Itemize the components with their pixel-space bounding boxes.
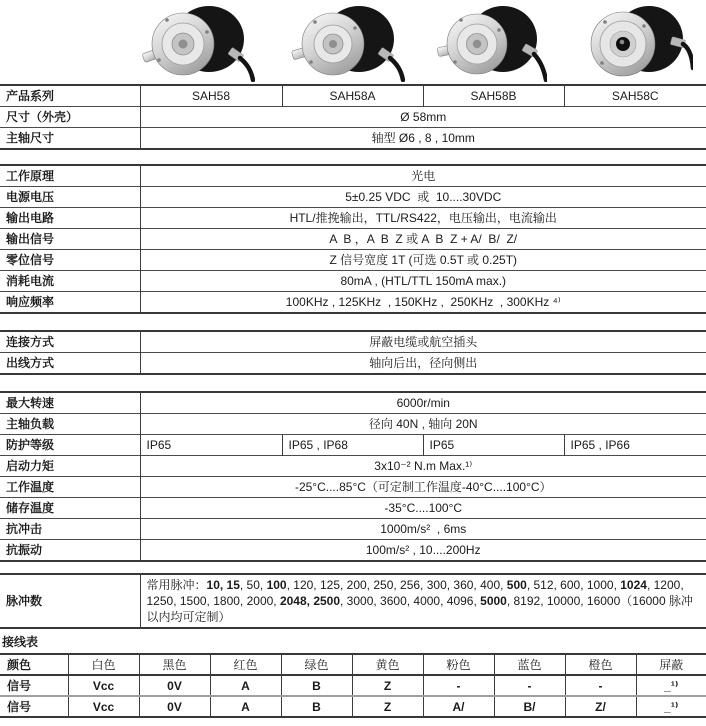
wiring-row1-white: Vcc xyxy=(68,675,139,696)
zero-signal-value: Z 信号宽度 1T (可选 0.5T 或 0.25T) xyxy=(140,250,706,271)
row-label-connection-type: 连接方式 xyxy=(6,335,55,349)
wiring-header-green: 绿色 xyxy=(281,654,352,675)
wiring-row1-shield: _¹⁾ xyxy=(636,675,706,696)
row-label-max-speed: 最大转速 xyxy=(6,396,55,410)
wiring-header-pink: 粉色 xyxy=(423,654,494,675)
row-label-storage-temperature: 储存温度 xyxy=(0,498,140,519)
supply-voltage-value: 5±0.25 VDC 或 10....30VDC xyxy=(140,187,706,208)
wiring-signal-row-2 xyxy=(0,696,706,717)
cable-exit-value: 轴向后出，径向侧出 xyxy=(140,353,706,375)
row-label-operating-temperature: 工作温度 xyxy=(0,477,140,498)
wiring-row2-shield: _¹⁾ xyxy=(636,696,706,717)
vibration-resistance-value: 100m/s² , 10....200Hz xyxy=(140,540,706,562)
wiring-header-white: 白色 xyxy=(68,654,139,675)
wiring-header-black: 黑色 xyxy=(139,654,210,675)
pulse-count-table xyxy=(0,573,706,629)
wiring-header-shield: 屏蔽 xyxy=(636,654,706,675)
wiring-row2-white: Vcc xyxy=(68,696,139,717)
protection-value-sah58: IP65 xyxy=(140,435,282,456)
response-frequency-value: 100KHz , 125KHz , 150KHz , 250KHz , 300KHz ⁴⁾ xyxy=(140,292,706,314)
table-row xyxy=(0,85,706,107)
wiring-row1-blue: - xyxy=(494,675,565,696)
protection-value-sah58b: IP65 xyxy=(423,435,564,456)
table-row xyxy=(0,271,706,292)
row-label-response-frequency: 响应频率 xyxy=(0,292,140,314)
table-row xyxy=(0,353,706,375)
table-row xyxy=(0,519,706,540)
product-name-sah58c: SAH58C xyxy=(564,85,706,107)
wiring-row2-pink: A/ xyxy=(423,696,494,717)
wiring-row2-blue: B/ xyxy=(494,696,565,717)
storage-temperature-value: -35°C....100°C xyxy=(140,498,706,519)
encoder-hollow-shaft-image-sah58c xyxy=(575,2,693,82)
encoder-solid-shaft-image-sah58a xyxy=(287,2,405,82)
wiring-header-orange: 橙色 xyxy=(565,654,636,675)
row-label-housing-size: 尺寸（外壳） xyxy=(0,107,140,128)
operating-temperature-value: -25°C....85°C（可定制工作温度-40°C....100°C） xyxy=(140,477,706,498)
connection-type-value: 屏蔽电缆或航空插头 xyxy=(140,331,706,353)
table-row xyxy=(0,456,706,477)
wiring-row1-yellow: Z xyxy=(352,675,423,696)
table-row xyxy=(0,392,706,414)
wiring-table xyxy=(0,653,706,718)
wiring-header-yellow: 黄色 xyxy=(352,654,423,675)
row-label-zero-signal: 零位信号 xyxy=(0,250,140,271)
table-row xyxy=(0,540,706,562)
wiring-row1-pink: - xyxy=(423,675,494,696)
row-label-operating-principle: 工作原理 xyxy=(6,169,55,183)
output-signal-value: A B ，A B Z 或 A B Z + A/ B/ Z/ xyxy=(140,229,706,250)
product-name-sah58b: SAH58B xyxy=(423,85,564,107)
encoder-solid-shaft-image-sah58 xyxy=(137,2,255,82)
product-name-sah58a: SAH58A xyxy=(282,85,423,107)
row-label-vibration-resistance: 抗振动 xyxy=(0,540,140,562)
table-row xyxy=(0,292,706,314)
wiring-row2-orange: Z/ xyxy=(565,696,636,717)
table-row xyxy=(0,107,706,128)
protection-value-sah58a: IP65 , IP68 xyxy=(282,435,423,456)
table-row xyxy=(0,435,706,456)
electrical-spec-table xyxy=(0,164,706,314)
wiring-header-red: 红色 xyxy=(210,654,281,675)
table-row xyxy=(0,574,706,628)
output-circuit-value: HTL/推挽输出，TTL/RS422，电压输出，电流输出 xyxy=(140,208,706,229)
table-row xyxy=(0,498,706,519)
wiring-row1-red: A xyxy=(210,675,281,696)
row-label-output-signal: 输出信号 xyxy=(0,229,140,250)
table-row xyxy=(0,250,706,271)
product-images-row xyxy=(0,0,706,84)
wiring-row2-black: 0V xyxy=(139,696,210,717)
row-label-shock-resistance: 抗冲击 xyxy=(0,519,140,540)
wiring-row1-black: 0V xyxy=(139,675,210,696)
housing-size-value: Ø 58mm xyxy=(140,107,706,128)
current-consumption-value: 80mA , (HTL/TTL 150mA max.) xyxy=(140,271,706,292)
protection-value-sah58c: IP65 , IP66 xyxy=(564,435,706,456)
row-label-product-series: 产品系列 xyxy=(6,89,55,103)
table-row xyxy=(0,229,706,250)
row-label-pulse-count: 脉冲数 xyxy=(6,594,43,608)
wiring-header-color: 颜色 xyxy=(0,654,68,675)
table-row xyxy=(0,187,706,208)
row-label-supply-voltage: 电源电压 xyxy=(0,187,140,208)
series-dimensions-table xyxy=(0,84,706,150)
shock-resistance-value: 1000m/s² , 6ms xyxy=(140,519,706,540)
product-name-sah58: SAH58 xyxy=(140,85,282,107)
row-label-shaft-load: 主轴负载 xyxy=(0,414,140,435)
wiring-section-title: 接线表 xyxy=(2,635,39,649)
row-label-cable-exit: 出线方式 xyxy=(0,353,140,375)
starting-torque-value: 3x10⁻² N.m Max.¹⁾ xyxy=(140,456,706,477)
encoder-solid-shaft-image-sah58b xyxy=(429,2,547,82)
table-row xyxy=(0,165,706,187)
wiring-row1-orange: - xyxy=(565,675,636,696)
row-label-protection-class: 防护等级 xyxy=(0,435,140,456)
table-row xyxy=(0,477,706,498)
wiring-row2-red: A xyxy=(210,696,281,717)
wiring-row2-green: B xyxy=(281,696,352,717)
row-label-current-consumption: 消耗电流 xyxy=(0,271,140,292)
wiring-row1-label: 信号 xyxy=(7,679,32,693)
table-row xyxy=(0,208,706,229)
table-row xyxy=(0,128,706,150)
wiring-header-row xyxy=(0,654,706,675)
mechanical-spec-table xyxy=(0,391,706,562)
wiring-row1-green: B xyxy=(281,675,352,696)
table-row xyxy=(0,414,706,435)
wiring-signal-row-1 xyxy=(0,675,706,696)
shaft-size-value: 轴型 Ø6 , 8 , 10mm xyxy=(140,128,706,150)
row-label-shaft-size: 主轴尺寸 xyxy=(0,128,140,150)
row-label-starting-torque: 启动力矩 xyxy=(0,456,140,477)
shaft-load-value: 径向 40N , 轴向 20N xyxy=(140,414,706,435)
max-speed-value: 6000r/min xyxy=(140,392,706,414)
wiring-header-blue: 蓝色 xyxy=(494,654,565,675)
wiring-row2-label: 信号 xyxy=(0,696,68,717)
connection-spec-table xyxy=(0,330,706,375)
wiring-row2-yellow: Z xyxy=(352,696,423,717)
row-label-output-circuit: 输出电路 xyxy=(0,208,140,229)
pulse-count-value: 常用脉冲：10, 15, 50, 100, 120, 125, 200, 250, 256, 300, 360, 400, 500, 512, 600, 1000, 1024, 1200, 1250, 1500, 1800, 2000, 2048, 2500, 3000, 3600, 4000, 4096, 5000, 8192, 10000, 16000（16000 脉冲以内均可定制） xyxy=(140,574,706,628)
operating-principle-value: 光电 xyxy=(140,165,706,187)
table-row xyxy=(0,331,706,353)
